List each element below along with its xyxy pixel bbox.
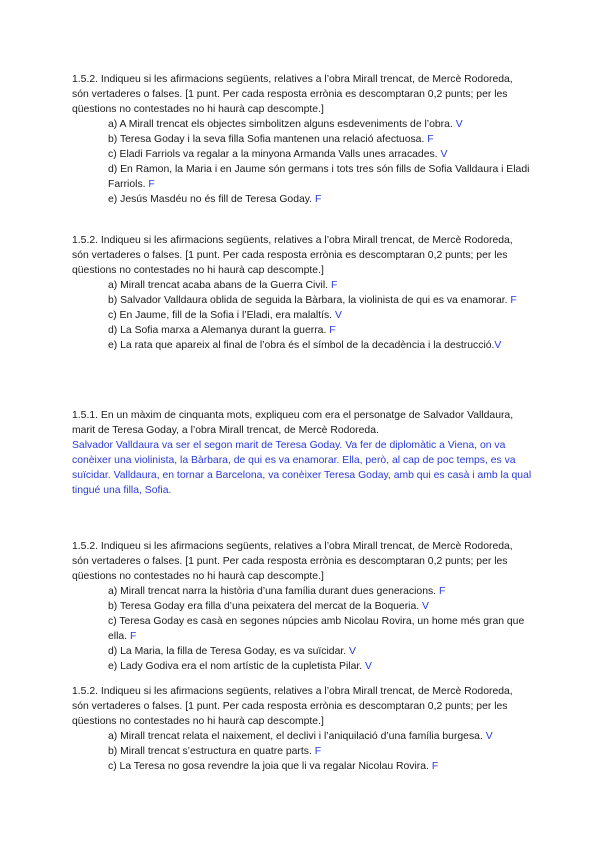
answer-mark: V [365,661,372,672]
question-block [72,72,532,207]
statement-item [72,729,532,744]
statement-item [72,644,532,659]
answer-mark: V [494,340,502,351]
answer-mark: F [438,586,446,597]
answer-mark: F [314,194,322,205]
question-text: 1.5.2. Indiqueu si les afirmacions següents, relatives a l’obra Mirall trencat, de Mercè Rodoreda, són vertaderes o falses. [1 punt. Per cada resposta errònia es descomptaran 0,2 punts; per les qüestions no contestades no hi haurà cap descompte.] [72,541,513,582]
statement-item [72,293,532,308]
statement-item [72,278,532,293]
statement-text: d) La Maria, la filla de Teresa Goday, es va suïcidar. [108,646,347,657]
statement-text: d) La Sofia marxa a Alemanya durant la guerra. [108,325,327,336]
answer-mark: V [440,149,448,160]
statement-text: c) La Teresa no gosa revendre la joia que li va regalar Nicolau Rovira. [108,761,429,772]
statement-list [72,584,532,674]
answer-mark: F [129,631,137,642]
question-block [72,539,532,674]
statement-text: c) En Jaume, fill de la Sofia i l’Eladi, era malaltís. [108,310,333,321]
answer-mark: F [427,134,434,145]
statement-item [72,192,532,207]
statement-item [72,117,532,132]
statement-item [72,308,532,323]
statement-item [72,584,532,599]
statement-text: e) Lady Godiva era el nom artístic de la cupletista Pilar. [108,661,363,672]
statement-text: b) Salvador Valldaura oblida de seguida la Bàrbara, la violinista de qui es va enamorar. [108,295,508,306]
question-text: 1.5.1. En un màxim de cinquanta mots, expliqueu com era el personatge de Salvador Valldaura, marit de Teresa Goday, a l’obra Mirall trencat, de Mercè Rodoreda. [72,410,514,436]
question-text: 1.5.2. Indiqueu si les afirmacions següents, relatives a l’obra Mirall trencat, de Mercè Rodoreda, són vertaderes o falses. [1 punt. Per cada resposta errònia es descomptaran 0,2 punts; per les qüestions no contestades no hi haurà cap descompte.] [72,686,513,727]
question-block [72,233,532,353]
answer-mark: V [334,310,342,321]
statement-item [72,323,532,338]
answer-mark: V [485,731,493,742]
statement-text: c) Teresa Goday es casà en segones núpcies amb Nicolau Rovira, un home més gran que ella. [108,616,525,642]
statement-list [72,729,532,774]
statement-item [72,599,532,614]
answer-mark: V [455,119,463,130]
statement-item [72,338,532,353]
statement-text: d) En Ramon, la Maria i en Jaume són germans i tots tres són fills de Sofia Valldaura i Eladi Farriols. [108,164,530,190]
question-block [72,408,532,498]
statement-text: c) Eladi Farriols va regalar a la minyona Armanda Valls unes arracades. [108,149,438,160]
statement-text: a) A Mirall trencat els objectes simbolitzen alguns esdeveniments de l’obra. [108,119,453,130]
answer-mark: F [329,325,336,336]
statement-text: e) Jesús Masdéu no és fill de Teresa Goday. [108,194,313,205]
statement-item [72,659,532,674]
answer-mark: V [349,646,356,657]
answer-mark: F [148,179,155,190]
statement-text: a) Mirall trencat acaba abans de la Guerra Civil. [108,280,329,291]
answer-mark: F [510,295,517,306]
question-block [72,684,532,774]
statement-item [72,759,532,774]
statement-item [72,147,532,162]
statement-list [72,278,532,353]
statement-text: b) Mirall trencat s’estructura en quatre parts. [108,746,312,757]
statement-item [72,132,532,147]
answer-mark: F [431,761,439,772]
statement-item [72,614,532,644]
statement-item [72,744,532,759]
question-text: 1.5.2. Indiqueu si les afirmacions següents, relatives a l’obra Mirall trencat, de Mercè Rodoreda, són vertaderes o falses. [1 punt. Per cada resposta errònia es descomptaran 0,2 punts; per les qüestions no contestades no hi haurà cap descompte.] [72,74,513,115]
answer-paragraph: Salvador Valldaura va ser el segon marit de Teresa Goday. Va fer de diplomàtic a Viena, on va conèixer una violinista, la Bàrbara, de qui es va enamorar. Ella, però, al cap de poc temps, es va suïcidar. Valldaura, en tornar a Barcelona, va conèixer Teresa Goday, amb qui es casà i amb la qual tingué una filla, Sofia. [72,440,532,496]
statement-text: a) Mirall trencat narra la història d’una família durant dues generacions. [108,586,437,597]
statement-text: a) Mirall trencat relata el naixement, el declivi i l’aniquilació d’una família burgesa. [108,731,483,742]
statement-item [72,162,532,192]
answer-mark: F [314,746,322,757]
statement-list [72,117,532,207]
answer-mark: F [330,280,338,291]
answer-mark: V [422,601,429,612]
statement-text: b) Teresa Goday i la seva filla Sofia mantenen una relació afectuosa. [108,134,425,145]
question-text: 1.5.2. Indiqueu si les afirmacions següents, relatives a l’obra Mirall trencat, de Mercè Rodoreda, són vertaderes o falses. [1 punt. Per cada resposta errònia es descomptaran 0,2 punts; per les qüestions no contestades no hi haurà cap descompte.] [72,235,513,276]
statement-text: b) Teresa Goday era filla d’una peixatera del mercat de la Boqueria. [108,601,420,612]
statement-text: e) La rata que apareix al final de l’obra és el símbol de la decadència i la destrucció. [108,340,495,351]
